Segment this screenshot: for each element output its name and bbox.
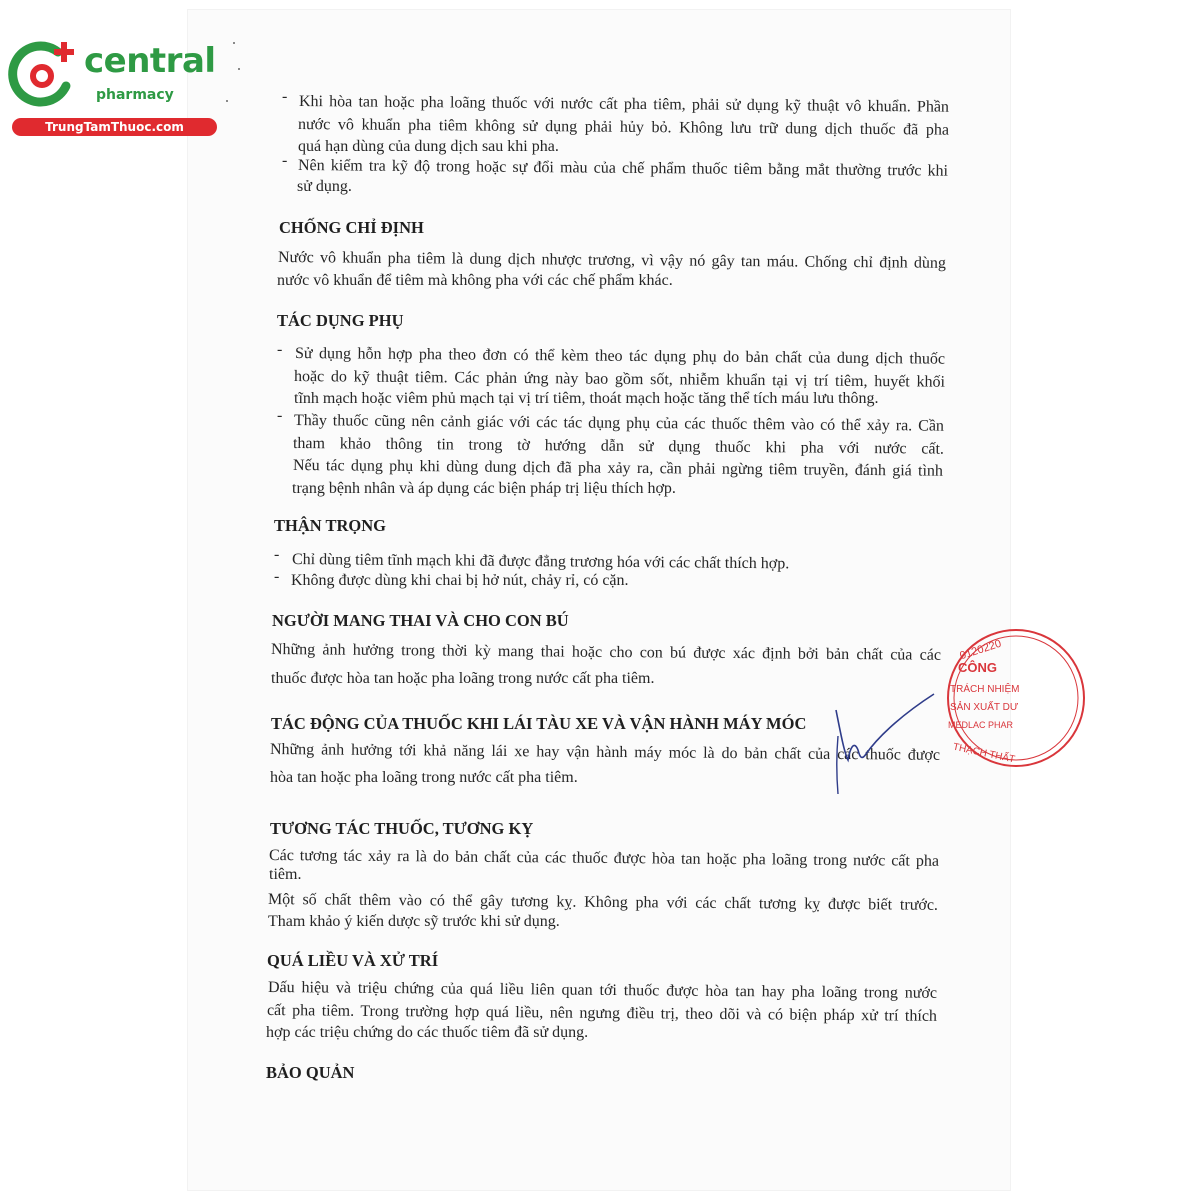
precautions-bullet-2: Không được dùng khi chai bị hở nút, chảy rỉ, có cặn. [291, 572, 629, 589]
logo-c-cross-icon [8, 38, 80, 110]
section-heading-contraindications: CHỐNG CHỈ ĐỊNH [279, 218, 424, 237]
side-effects-bullet-2-line-3: Nếu tác dụng phụ khi dùng dung dịch đã pha xảy ra, cần phải ngừng tiêm truyền, đánh giá tình [292, 457, 944, 480]
intro-bullet-1-line-2: nước vô khuẩn pha tiêm không sử dụng phải hủy bỏ. Không lưu trữ dung dịch thuốc đã pha [297, 116, 950, 139]
section-heading-driving: TÁC ĐỘNG CỦA THUỐC KHI LÁI TÀU XE VÀ VẬN HÀNH MÁY MÓC [271, 714, 807, 733]
company-stamp [944, 624, 1020, 772]
intro-bullet-1-line-3: quá hạn dùng của dung dịch sau khi pha. [298, 138, 559, 155]
bullet-dash: - [274, 546, 280, 563]
overdose-line-3: hợp các triệu chứng do các thuốc tiêm đã sử dụng. [266, 1024, 589, 1041]
interactions-line-2: tiêm. [269, 866, 302, 883]
side-effects-bullet-1-line-3: tĩnh mạch hoặc viêm phủ mạch tại vị trí tiêm, thoát mạch hoặc tăng thể tích máu lưu thông. [294, 390, 879, 407]
scan-speck [233, 42, 235, 44]
section-heading-overdose: QUÁ LIỀU VÀ XỬ TRÍ [267, 951, 439, 970]
stamp-line-3: SẢN XUẤT DƯ [950, 702, 1019, 713]
stamp-line-1: CÔNG [958, 660, 997, 675]
logo-brand-text: central [84, 41, 216, 81]
side-effects-bullet-1-line-1: Sử dụng hỗn hợp pha theo đơn có thể kèm theo tác dụng phụ do bản chất của dung dịch thuốc [294, 345, 946, 368]
interactions-line-4: Tham khảo ý kiến dược sỹ trước khi sử dụng. [268, 913, 560, 930]
overdose-line-2: cất pha tiêm. Trong trường hợp quá liều, nên ngưng điều trị, theo dõi và có biện pháp xử trí thích [266, 1002, 938, 1025]
bullet-dash: - [282, 152, 288, 169]
driving-line-2: hòa tan hoặc pha loãng trong nước cất pha tiêm. [270, 769, 578, 786]
contraindications-line-1: Nước vô khuẩn pha tiêm là dung dịch nhược trương, vì vậy nó gây tan máu. Chống chỉ định dùng [277, 249, 947, 272]
stamp-line-5: THẠCH THẤT [951, 741, 1016, 766]
overdose-line-1: Dấu hiệu và triệu chứng của quá liều liên quan tới thuốc được hòa tan hay pha loãng trong nước [267, 979, 938, 1002]
intro-bullet-2-line-1: Nên kiểm tra kỹ độ trong hoặc sự đổi màu của chế phẩm thuốc tiêm bằng mắt thường trước khi [297, 157, 949, 180]
pregnancy-line-1: Những ảnh hưởng trong thời kỳ mang thai hoặc cho con bú được xác định bởi bản chất của các [270, 641, 942, 664]
logo-sub-text: pharmacy [96, 87, 174, 103]
bullet-dash: - [277, 341, 283, 358]
section-heading-side-effects: TÁC DỤNG PHỤ [277, 311, 404, 330]
bullet-dash: - [277, 407, 283, 424]
side-effects-bullet-2-line-1: Thầy thuốc cũng nên cảnh giác với các tác dụng phụ của các thuốc thêm vào có thể xảy ra. Cần [293, 412, 945, 435]
precautions-bullet-1: Chỉ dùng tiêm tĩnh mạch khi đã được đẳng trương hóa với các chất thích hợp. [291, 551, 790, 573]
stamp-seal [944, 624, 1094, 772]
driving-line-1: Những ảnh hưởng tới khả năng lái xe hay vận hành máy móc là do bản chất của các thuốc được [269, 741, 941, 764]
section-heading-storage: BẢO QUẢN [266, 1063, 355, 1082]
side-effects-bullet-2-line-4: trạng bệnh nhân và áp dụng các biện pháp trị liệu thích hợp. [292, 480, 676, 497]
contraindications-line-2: nước vô khuẩn để tiêm mà không pha với các chế phẩm khác. [277, 272, 673, 289]
signature-mark [830, 690, 940, 800]
intro-bullet-1-line-1: Khi hòa tan hoặc pha loãng thuốc với nước cất pha tiêm, phải sử dụng kỹ thuật vô khuẩn. Phần [298, 93, 950, 116]
stamp-number: 0120220 [958, 637, 1003, 663]
side-effects-bullet-1-line-2: hoặc do kỹ thuật tiêm. Các phản ứng này bao gồm sốt, nhiễm khuẩn tại vị trí tiêm, huyết khối [293, 368, 946, 391]
central-pharmacy-logo[interactable] [8, 38, 218, 138]
intro-bullet-2-line-2: sử dụng. [297, 178, 352, 195]
stamp-line-2: TRÁCH NHIỆM [950, 684, 1020, 695]
pregnancy-line-2: thuốc được hòa tan hoặc pha loãng trong nước cất pha tiêm. [271, 670, 655, 687]
scan-speck [226, 100, 228, 102]
logo-url-text: TrungTamThuoc.com [45, 120, 184, 134]
stamp-line-4: MEDLAC PHAR [948, 720, 1014, 730]
scan-speck [238, 68, 240, 70]
section-heading-precautions: THẬN TRỌNG [274, 516, 387, 535]
interactions-line-3: Một số chất thêm vào có thể gây tương kỵ. Không pha với các chất tương kỵ được biết trước. [267, 891, 939, 914]
section-heading-pregnancy: NGƯỜI MANG THAI VÀ CHO CON BÚ [272, 611, 569, 630]
interactions-line-1: Các tương tác xảy ra là do bản chất của các thuốc được hòa tan hoặc pha loãng trong nước cất pha [268, 847, 940, 870]
bullet-dash: - [282, 88, 288, 105]
side-effects-bullet-2-line-2: tham khảo thông tin trong tờ hướng dẫn sử dụng thuốc khi pha với nước cất. [292, 435, 945, 458]
section-heading-interactions: TƯƠNG TÁC THUỐC, TƯƠNG KỴ [270, 819, 534, 838]
bullet-dash: - [274, 568, 280, 585]
